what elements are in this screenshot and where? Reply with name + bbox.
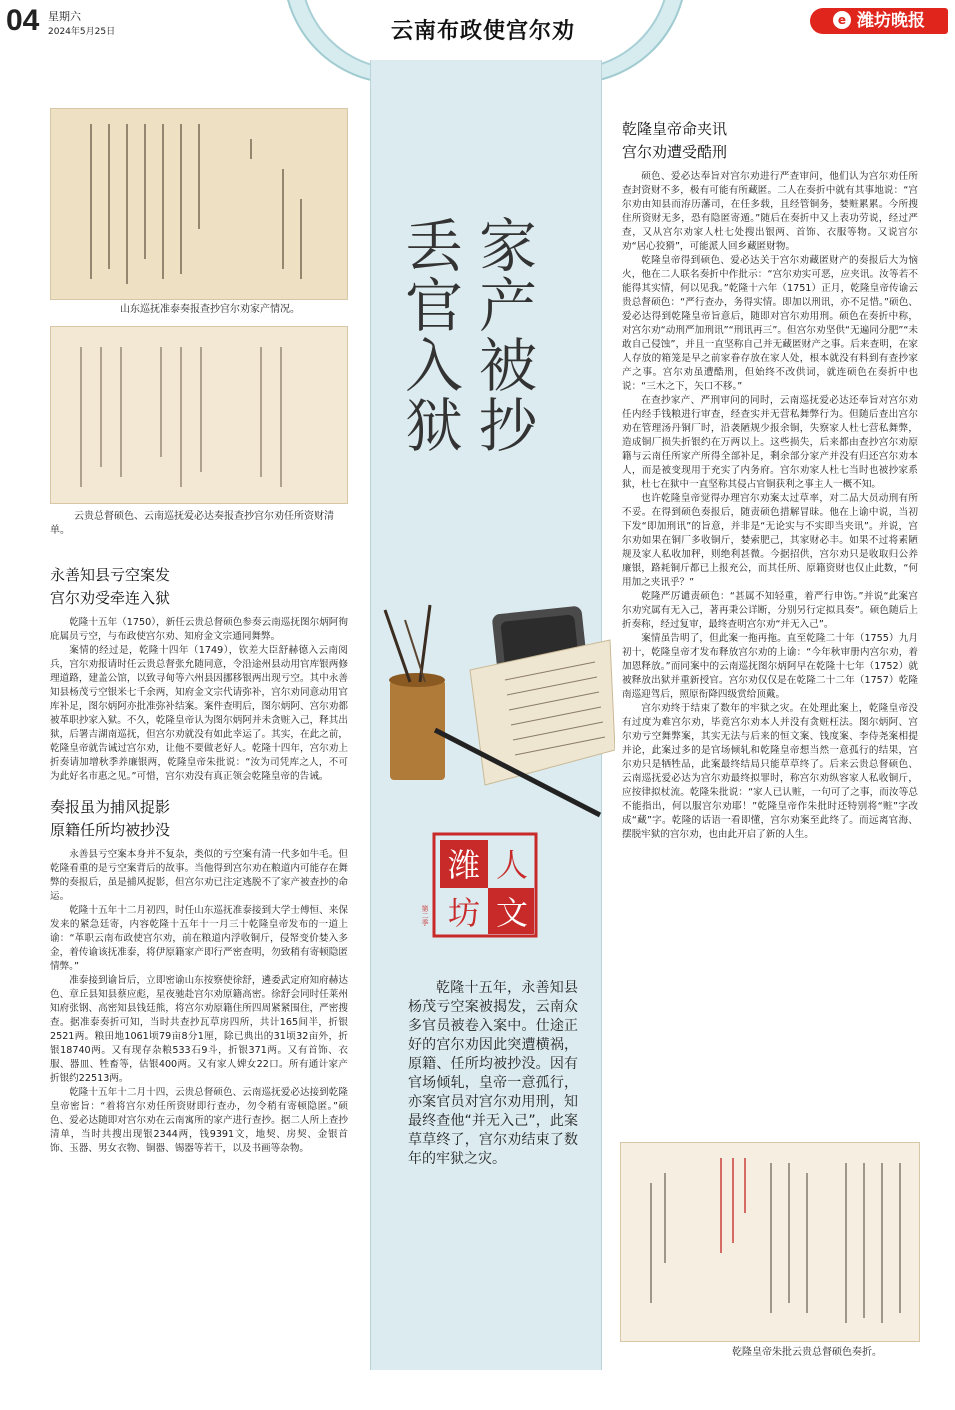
photo-3-caption: 乾隆皇帝朱批云贵总督硕色奏折。: [732, 1347, 882, 1358]
document-photo-3: [620, 1142, 920, 1342]
weekday: 星期六: [48, 10, 81, 23]
sec2-title-1: 奏报虽为捕风捉影: [50, 798, 171, 816]
seal-char-1: 潍: [447, 846, 481, 884]
sec1-title-2: 宫尔劝受牵连入狱: [50, 589, 171, 607]
sec2-title-2: 原籍任所均被抄没: [50, 821, 171, 839]
sec3-paragraph: 也许乾隆皇帝觉得办理宫尔劝案太过草率，对二品大员动刑有所不妥。在得到硕色奏报后，随责硕色措解冒昧。他在上谕中说，当初下发“即加刑讯”的旨意，并非是“无论实与不实即当夹讯”。并说，宫尔劝如果在铜厂多收铜斤，婪索肥己，其家财必丰。如果不过将素陋规及家人私收加秤，则绝利甚微。今据招供，宫尔劝只是收取归公养廉银，路耗铜斤都已上报充公，而其任所、原籍资财也仅止此数，“何用加之夹讯乎？”: [622, 493, 918, 588]
sec3-paragraph: 乾隆严厉谴责硕色：“甚属不知轻重，着严行申饬。”并说“此案宫尔劝究属有无入己，著再秉公详断，分别另行定拟具奏”。硕色随后上折奏称，经过复审，最终查明宫尔劝“并无入己”。: [622, 591, 918, 630]
seal-note: 第二季: [421, 905, 429, 926]
issue-date: 2024年5月25日: [48, 27, 116, 37]
seal-char-4: 文: [495, 894, 529, 932]
sec1-title-1: 永善知县亏空案发: [50, 566, 171, 584]
left-column: [50, 564, 348, 1156]
sec1-paragraph: 案情的经过是，乾隆十四年（1749），钦差大臣舒赫德入云南阅兵，宫尔劝报请时任云贵总督张允随同意，令沿途州县动用官库银两修理道路，建盖公馆，以致寻甸等六州县因挪移银两出现亏空。其中永善知县杨茂亏空银米七千余两，知府金文宗代请弥补，宫尔劝同意动用官库补足，图尔炳阿亦批准弥补结案。案件查明后，图尔炳阿、宫尔劝都被革职抄家入狱。不久，乾隆皇帝认为图尔炳阿并未贪赃入己，释其出狱，后署吉湖南巡抚，但宫尔劝就没有如此幸运了。其实，在此之前，乾隆皇帝就告诫过宫尔劝，让他不要做老好人。乾隆十四年，宫尔劝上折奏请加增秋季养廉银两，乾隆皇帝朱批说：“汝为司凭库之人，不可为此好名市惠之见。”可惜，宫尔劝没有真正领会乾隆皇帝的告诫。: [50, 645, 348, 782]
headline-line-1: 家产被抄: [469, 215, 537, 455]
document-photo-2: [50, 326, 348, 504]
sec2-paragraph: 永善县亏空案本身并不复杂，类似的亏空案有清一代多如牛毛。但乾隆看重的是亏空案背后的故事。当他得到宫尔劝在粮道内可能存在舞弊的奏报后，虽是捕风捉影，但宫尔劝已注定逃脱不了家产被查抄的命运。: [50, 849, 348, 902]
photo-1-caption: 山东巡抚准泰奏报查抄宫尔劝家产情况。: [120, 304, 300, 315]
sec1-paragraph: 乾隆十五年（1750），新任云贵总督硕色参奏云南巡抚图尔炳阿徇庇属员亏空，与布政使宫尔劝、知府金文宗通同舞弊。: [50, 617, 348, 642]
sec2-paragraph: 乾隆十五年十二月十四，云贵总督硕色、云南巡抚爱必达接到乾隆皇帝密旨：“着将宫尔劝任所资财即行查办，勿令稍有寄顿隐匿。”硕色、爱必达随即对宫尔劝在云南寓所的家产进行查抄。据二人所上查抄清单，当时共搜出现银2344两，钱9391文，地契、房契、金银首饰、玉器、男女衣物、铜器、锡器等若干，以及书画等杂物。: [50, 1087, 348, 1154]
sec2-paragraph: 乾隆十五年十二月初四，时任山东巡抚准泰接到大学士傅恒、来保发来的紧急廷寄，内容乾隆十五年十一月三十乾隆皇帝发布的一道上谕：“革职云南布政使宫尔劝，前在粮道内浮收铜斤，侵帑变价婪入多金，着传谕该抚准泰，将伊原籍家产即行严密查明，勿致稍有寄顿隐匿情弊。”: [50, 905, 348, 972]
right-column: [622, 118, 918, 842]
seal-char-2: 人: [495, 846, 529, 884]
page-title: 云南布政使宫尔劝: [390, 19, 575, 44]
sec3-paragraph: 硕色、爱必达奉旨对宫尔劝进行严查审问，他们认为宫尔劝任所查封资财不多，极有可能有所藏匿。二人在奏折中就有其事地说：“宫尔劝由知县而洊历藩司，在任多载，且经管铜务，婪赃累累。今所搜住所资财无多，恐有隐匿寄遁。”随后在奏折中又上表功劳说，经过严查，又从宫尔劝家人杜七处搜出银两、首饰、衣服等物。又说宫尔劝“居心狡猾”，可能派人回乡藏匿财物。: [622, 171, 918, 252]
column-seal: [430, 830, 540, 940]
seal-char-3: 坊: [447, 894, 481, 932]
brand-mark-icon: e: [833, 11, 851, 29]
photo-2-caption: 云贵总督硕色、云南巡抚爱必达奏报查抄宫尔劝任所资财清单。: [50, 511, 334, 536]
sec3-paragraph: 乾隆皇帝得到硕色、爱必达关于宫尔劝藏匿财产的奏报后大为恼火，他在二人联名奏折中作批示：“宫尔劝实可恶，应夹讯。汝等若不能得其实情，何以见我。”乾隆十六年（1751）正月，乾隆皇帝传谕云贵总督硕色：“严行查办，务得实情。即加以刑讯，亦不足惜。”硕色、爱必达得到乾隆皇帝旨意后，随即对宫尔劝用刑。硕色在奏折中称，对宫尔劝“动刑严加刑讯”“刑讯再三”。但宫尔劝坚供“无遍同分肥”“未敢自己侵蚀”，并且一直坚称自己并无藏匿财产之事。后来查明，在家人存放的箱笼是早之前家眷存放在家人处，根本就没有料到有查抄家产之事。宫尔劝虽遭酷刑，但始终不改供词，就连硕色在奏折中也说：“三木之下，矢口不移。”: [622, 255, 918, 392]
sec3-title-1: 乾隆皇帝命夹讯: [622, 120, 728, 138]
headline-line-2: 丢官入狱: [395, 215, 463, 455]
sec3-paragraph: 在查抄家产、严刑审问的同时，云南巡抚爱必达还奉旨对宫尔劝任内经手钱粮进行审查，经查实并无营私舞弊行为。但随后查出宫尔劝在管理汤丹铜厂时，沿袭陋规少报余铜，失察家人杜七营私舞弊，造成铜厂损失折银约在万两以上。这些损失，后来都由查抄宫尔劝原籍与云南任所家产所得全部补足，剩余部分家产并没有归还宫尔劝本人，而是被变现用于充实了内务府。宫尔劝家人杜七当时也被抄家系狱，杜七在狱中一直坚称其侵占官铜获利之事主人一概不知。: [622, 395, 918, 490]
sec2-paragraph: 准泰接到谕旨后，立即密谕山东按察使徐舒，遴委武定府知府赫达色、章丘县知县蔡应彪，星夜驰赴宫尔劝原籍高密。徐舒会同时任莱州知府张钢、高密知县钱廷熊，将宫尔劝原籍住所四周紧紧围住，严密搜查。据准泰奏折可知，当时共查抄瓦草房四所，共计165间半，折银2521两。粮田地1061顷79亩8分1厘，除已典出的31顷32亩外，折银18740两。又有现存杂粮533石9斗，折银371两。又有首饰、衣服、器皿、牲畜等，估银400两。又有家人婢女22口。所有通计家产折银约22513两。: [50, 975, 348, 1084]
sec3-title-2: 宫尔劝遭受酷刑: [622, 143, 728, 161]
brand-name: 潍坊晚报: [857, 11, 925, 31]
page-number: 04: [6, 4, 40, 37]
document-photo-1: [50, 108, 348, 300]
sec3-paragraph: 宫尔劝终于结束了数年的牢狱之灾。在处理此案上，乾隆皇帝没有过度为难宫尔劝，毕竟宫尔劝本人并没有贪赃枉法。图尔炳阿、宫尔劝亏空舞弊案，其实无法与后来的恒文案、钱度案、李侍尧案相提并论，此案过多的是官场倾轧和乾隆皇帝想当然一意孤行的结果，宫尔劝只是牺牲品，此案最终结局只能草草终了。后来云贵总督硕色、云南巡抚爱必达为宫尔劝最终拟罪时，称宫尔劝纵容家人私收铜斤，应按律拟杖流。乾隆朱批说：“家人已认赃，一句可了之事，而汝等总不能指出，何以服宫尔劝耶！”乾隆皇帝作朱批时还特别将“赃”字改成“藏”字。乾隆的话语一看即懂，宫尔劝案至此终了。而远离官海、摆脱牢狱的宫尔劝，也由此开启了新的人生。: [622, 703, 918, 840]
brand-logo: [810, 8, 948, 34]
sec3-paragraph: 案情虽告明了，但此案一拖再拖。直至乾隆二十年（1755）九月初十，乾隆皇帝才发布释放宫尔劝的上谕：“今年秋审册内宫尔劝，着加恩释放。”而同案中的云南巡抚图尔炳阿早在乾隆十七年（1752）就被释放出狱并重新授官。宫尔劝仅仅是在乾隆二十二年（1757）乾隆南巡迎驾后，照原衔降四级赏给顶戴。: [622, 633, 918, 700]
intro-text: 乾隆十五年，永善知县杨茂亏空案被揭发，云南众多官员被卷入案中。仕途正好的宫尔劝因此突遭横祸，原籍、任所均被抄没。因有官场倾轧，皇帝一意孤行，亦案官员对宫尔劝用刑，知最终查他“并无入己”，此案草草终了，宫尔劝结束了数年的牢狱之灾。: [408, 980, 578, 1167]
brush-inkstone-illustration: [375, 600, 615, 820]
